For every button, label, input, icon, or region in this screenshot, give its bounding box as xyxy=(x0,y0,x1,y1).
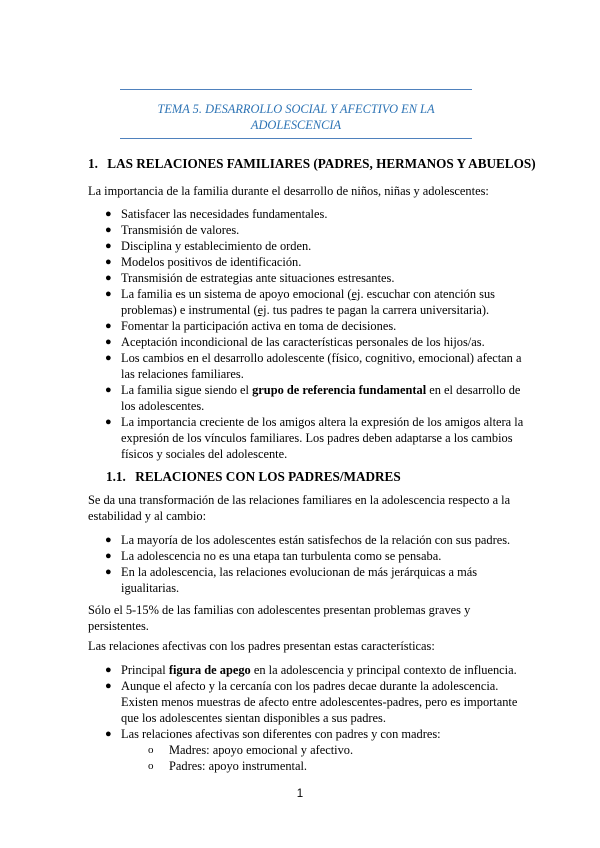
list-item: ● La familia es un sistema de apoyo emocional (ej. escuchar con atención sus problemas) e instrumental (ej. tus padres te pagan la carrera universitaria). xyxy=(105,287,496,317)
section-1-1-paragraph-3: Las relaciones afectivas con los padres presentan estas características: xyxy=(88,639,435,653)
bullet-icon: ● xyxy=(105,288,112,300)
sub-list xyxy=(121,742,528,774)
emphasis-text: grupo de referencia fundamental xyxy=(252,383,427,397)
bullet-icon: ● xyxy=(105,384,112,396)
section-1-intro: La importancia de la familia durante el desarrollo de niños, niñas y adolescentes: xyxy=(88,184,489,198)
list-item: ● Las relaciones afectivas son diferentes con padres y con madres: o Madres: apoyo emocional y afectivo. o Padres: apoyo instrumental. xyxy=(88,726,528,774)
section-1-1-heading xyxy=(106,469,401,485)
bullet-icon: ● xyxy=(105,224,112,236)
bullet-icon: ● xyxy=(105,272,112,284)
bullet-icon: ● xyxy=(105,336,112,348)
bullet-icon: ● xyxy=(105,664,112,676)
section-1-1-paragraph-2: Sólo el 5-15% de las familias con adolescentes presentan problemas graves y persistentes. xyxy=(88,603,471,633)
list-item: ● Fomentar la participación activa en toma de decisiones. xyxy=(105,319,397,333)
bullet-icon: ● xyxy=(105,320,112,332)
list-item: ● La mayoría de los adolescentes están satisfechos de la relación con sus padres. xyxy=(105,533,511,547)
bullet-icon: ● xyxy=(105,566,112,578)
list-item: ● La adolescencia no es una etapa tan turbulenta como se pensaba. xyxy=(105,549,442,563)
section-1-title: LAS RELACIONES FAMILIARES (PADRES, HERMANOS Y ABUELOS) xyxy=(107,156,536,171)
list-item: ● Aceptación incondicional de las características personales de los hijos/as. xyxy=(105,335,485,349)
list-item: ● Satisfacer las necesidades fundamentales. xyxy=(105,207,328,221)
section-1-1-intro: Se da una transformación de las relaciones familiares en la adolescencia respecto a la estabilidad y al cambio: xyxy=(88,493,511,523)
list-item: ● Transmisión de valores. xyxy=(105,223,240,237)
section-1-number: 1. xyxy=(88,156,98,171)
sub-list-item: o Madres: apoyo emocional y afectivo. xyxy=(148,743,354,757)
document-title xyxy=(120,101,472,133)
list-item: ● Disciplina y establecimiento de orden. xyxy=(105,239,312,253)
list-item: ● La importancia creciente de los amigos altera la expresión de los amigos altera la expresión de los vínculos familiares. Los padres deben adaptarse a los cambios físicos y sociales del adolescente. xyxy=(105,415,524,461)
example-abbrev: ej xyxy=(351,287,361,301)
list-item: ● Transmisión de estrategias ante situaciones estresantes. xyxy=(105,271,395,285)
bullet-icon: ● xyxy=(105,680,112,692)
list-item: ● Los cambios en el desarrollo adolescente (físico, cognitivo, emocional) afectan a las relaciones familiares. xyxy=(105,351,522,381)
bullet-icon: ● xyxy=(105,352,112,364)
circle-bullet-icon: o xyxy=(148,744,154,756)
emphasis-text: figura de apego xyxy=(168,663,251,677)
bullet-icon: ● xyxy=(105,728,112,740)
section-1-heading xyxy=(88,156,536,172)
section-1-list xyxy=(88,206,528,462)
list-item: ● La familia sigue siendo el grupo de referencia fundamental en el desarrollo de los adolescentes. xyxy=(105,383,521,413)
bullet-icon: ● xyxy=(105,534,112,546)
bullet-icon: ● xyxy=(105,256,112,268)
page-number: 1 xyxy=(296,788,304,800)
example-abbrev: ej xyxy=(257,303,267,317)
title-bottom-rule xyxy=(120,138,472,139)
bullet-icon: ● xyxy=(105,240,112,252)
section-1-1-list-2 xyxy=(88,662,528,774)
bullet-icon: ● xyxy=(105,550,112,562)
list-item: ● Aunque el afecto y la cercanía con los padres decae durante la adolescencia. Existen menos muestras de afecto entre adolescentes-padres, pero es importante que los adolescentes sientan disponibles a sus padres. xyxy=(105,679,518,725)
section-1-1-number: 1.1. xyxy=(106,469,126,484)
title-line-1: TEMA 5. DESARROLLO SOCIAL Y AFECTIVO EN LA xyxy=(157,102,435,116)
sub-list-item: o Padres: apoyo instrumental. xyxy=(148,759,307,773)
list-item: ● Principal figura de apego en la adolescencia y principal contexto de influencia. xyxy=(105,663,517,677)
list-item: ● Modelos positivos de identificación. xyxy=(105,255,302,269)
section-1-1-list xyxy=(88,532,528,596)
bullet-icon: ● xyxy=(105,208,112,220)
bullet-icon: ● xyxy=(105,416,112,428)
section-1-1-title: RELACIONES CON LOS PADRES/MADRES xyxy=(135,469,401,484)
circle-bullet-icon: o xyxy=(148,760,154,772)
title-line-2: ADOLESCENCIA xyxy=(250,118,342,132)
list-item: ● En la adolescencia, las relaciones evolucionan de más jerárquicas a más igualitarias. xyxy=(105,565,478,595)
title-top-rule xyxy=(120,89,472,90)
